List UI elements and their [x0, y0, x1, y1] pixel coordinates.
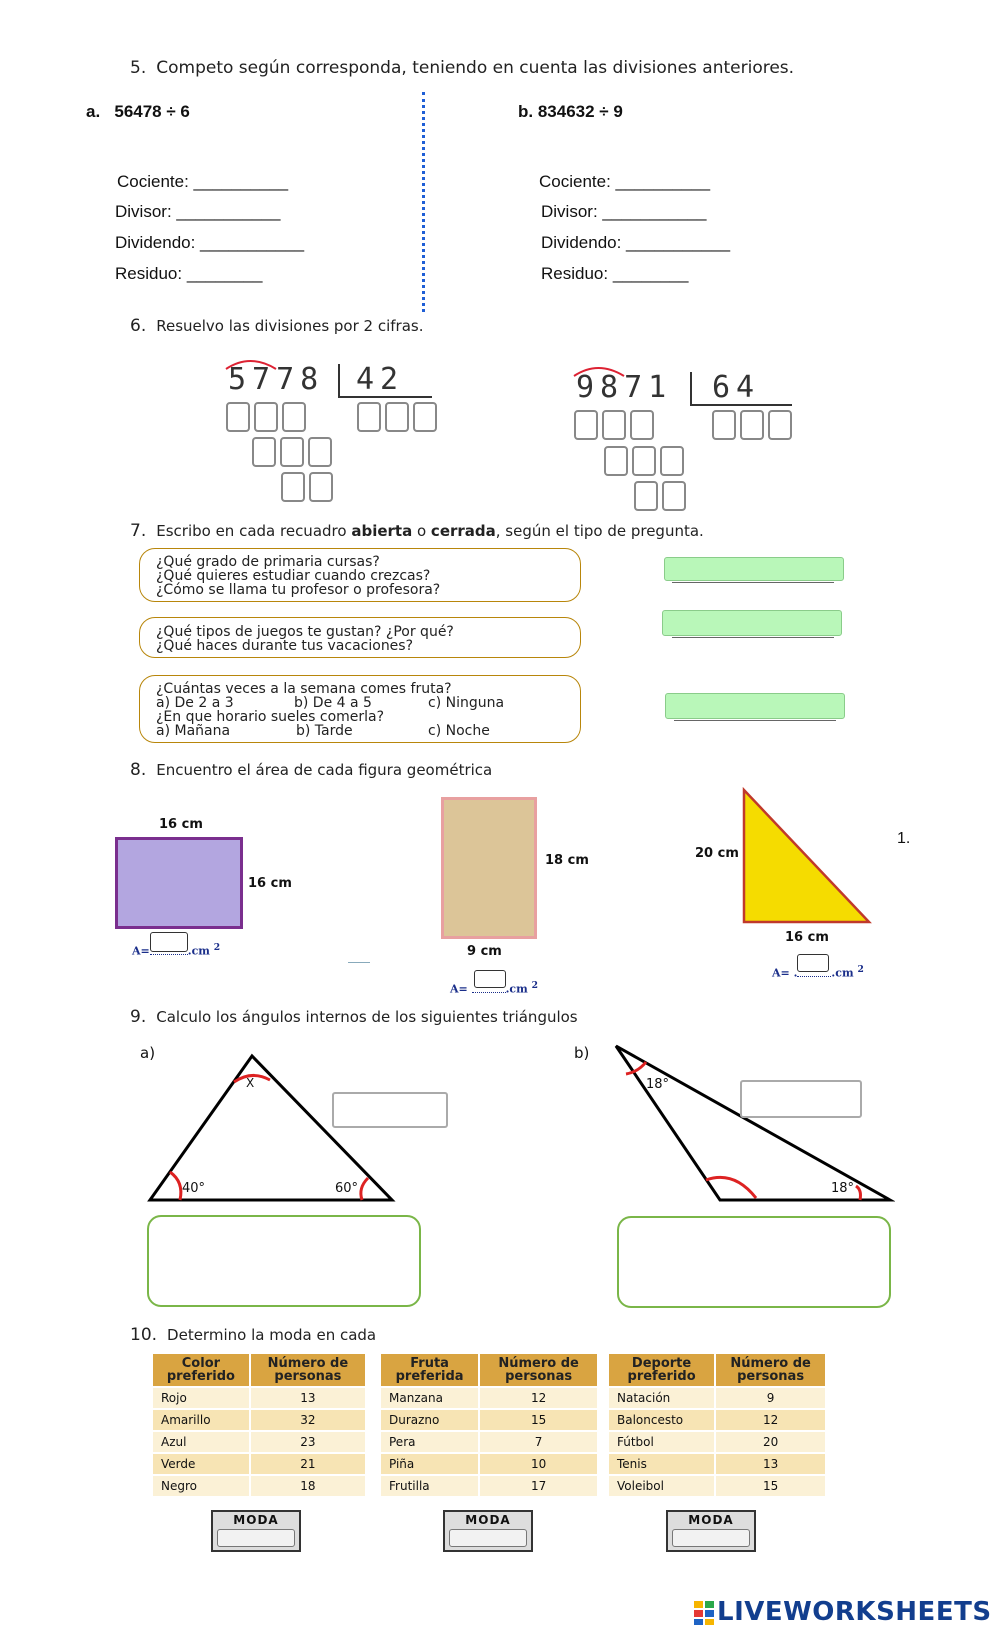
moda-input-2[interactable]: [449, 1529, 527, 1547]
moda-box-2: MODA: [443, 1510, 533, 1552]
table-row: Manzana 12: [381, 1387, 598, 1409]
div1-box[interactable]: [280, 437, 304, 467]
rectangle-side-label: 18 cm: [545, 853, 589, 868]
q5-title: 5. Competo según corresponda, teniendo en cuenta las divisiones anteriores.: [130, 58, 795, 78]
square-side-label: 16 cm: [248, 876, 292, 891]
triangle-bottom-label: 16 cm: [785, 930, 829, 945]
angle-x: X: [246, 1076, 255, 1090]
table-header: Deporte preferido: [609, 1354, 715, 1387]
sport-table: [609, 1354, 827, 1496]
moda-input-1[interactable]: [217, 1529, 295, 1547]
answer-input-2[interactable]: [662, 610, 842, 636]
div1-quotient-box[interactable]: [413, 402, 437, 432]
divider-line: [422, 92, 425, 312]
note-number: 1.: [897, 830, 911, 847]
answer-underline: [672, 637, 834, 638]
square-area: A= .cm $^2$: [132, 942, 221, 958]
q6-title: 6. Resuelvo las divisiones por 2 cifras.: [130, 316, 424, 336]
div2-divisor: 64: [712, 370, 761, 405]
q5a-residuo[interactable]: Residuo: ________: [115, 264, 263, 283]
table-row: Piña 10: [381, 1453, 598, 1475]
div2-box[interactable]: [604, 446, 628, 476]
question-box-2: ¿Qué tipos de juegos te gustan? ¿Por qué? ¿Qué haces durante tus vacaciones?: [139, 617, 581, 658]
answer-input-3[interactable]: [665, 693, 845, 719]
triangle-shape: [740, 786, 875, 926]
q7-title: 7. Escribo en cada recuadro abierta o cerrada, según el tipo de pregunta.: [130, 521, 704, 541]
q5b-dividendo[interactable]: Dividendo: ___________: [541, 233, 731, 252]
table-row: Fútbol 20: [609, 1431, 826, 1453]
answer-input-1[interactable]: [664, 557, 844, 581]
angle-60: 60°: [335, 1181, 359, 1196]
triangle-a: [140, 1050, 400, 1210]
div1-quotient-box[interactable]: [385, 402, 409, 432]
triangle-side-label: 20 cm: [695, 846, 739, 861]
div2-box[interactable]: [574, 410, 598, 440]
rectangle-bottom-label: 9 cm: [467, 944, 502, 959]
div1-box[interactable]: [308, 437, 332, 467]
div2-box[interactable]: [660, 446, 684, 476]
table-row: Azul 23: [153, 1431, 366, 1453]
brand-name: LIVEWORKSHEETS: [717, 1597, 992, 1627]
div2-dividend: 9871: [576, 370, 673, 405]
div2-quotient-box[interactable]: [740, 410, 764, 440]
div1-divisor: 42: [356, 362, 405, 397]
table-row: Verde 21: [153, 1453, 366, 1475]
q5a-cociente[interactable]: Cociente: __________: [117, 172, 289, 191]
div2-quotient-box[interactable]: [712, 410, 736, 440]
table-row: Amarillo 32: [153, 1409, 366, 1431]
q5b-residuo[interactable]: Residuo: ________: [541, 264, 689, 283]
fruit-table: [381, 1354, 599, 1496]
triangle-area: A= . .cm $^2$: [772, 964, 864, 980]
table-row: Voleibol 15: [609, 1475, 826, 1496]
div1-box[interactable]: [309, 472, 333, 502]
answer-underline: [672, 582, 834, 583]
moda-input-3[interactable]: [672, 1529, 750, 1547]
table-header: Fruta preferida: [381, 1354, 479, 1387]
div1-box[interactable]: [226, 402, 250, 432]
div2-box[interactable]: [632, 446, 656, 476]
div1-box[interactable]: [254, 402, 278, 432]
triangle-b-label: b): [574, 1044, 590, 1062]
table-header: Número de personas: [479, 1354, 598, 1387]
decor-dash: [348, 962, 370, 963]
triangle-a-work-area[interactable]: [147, 1215, 421, 1307]
div2-quotient-box[interactable]: [768, 410, 792, 440]
rectangle-area: A= .cm $^2$: [450, 980, 538, 996]
liveworksheets-logo-icon: [693, 1600, 715, 1626]
triangle-b-answer-input[interactable]: [740, 1080, 862, 1118]
q5b-divisor[interactable]: Divisor: ___________: [541, 202, 707, 221]
table-row: Pera 7: [381, 1431, 598, 1453]
square-top-label: 16 cm: [159, 817, 203, 832]
div2-box[interactable]: [634, 481, 658, 511]
angle-40: 40°: [182, 1181, 206, 1196]
triangle-b-work-area[interactable]: [617, 1216, 891, 1308]
div1-dividend: 5778: [228, 362, 325, 397]
angle-b-top: 18°: [646, 1077, 670, 1092]
div1-box[interactable]: [281, 472, 305, 502]
div1-quotient-box[interactable]: [357, 402, 381, 432]
question-box-1: ¿Qué grado de primaria cursas? ¿Qué quieres estudiar cuando crezcas? ¿Cómo se llama tu profesor o profesora?: [139, 548, 581, 602]
options-row-2: a) Mañana b) Tarde c) Noche: [156, 723, 490, 739]
table-row: Baloncesto 12: [609, 1409, 826, 1431]
div2-box[interactable]: [630, 410, 654, 440]
moda-box-3: MODA: [666, 1510, 756, 1552]
div1-box[interactable]: [282, 402, 306, 432]
table-header: Color preferido: [153, 1354, 250, 1387]
angle-b-right: 18°: [831, 1181, 855, 1196]
question-box-3: ¿Cuántas veces a la semana comes fruta? a) De 2 a 3 b) De 4 a 5 c) Ninguna ¿En que horario sueles comerla? a) Mañana b) Tarde c) Noche: [139, 675, 581, 743]
triangle-a-answer-input[interactable]: [332, 1092, 448, 1128]
div1-box[interactable]: [252, 437, 276, 467]
options-row-1: a) De 2 a 3 b) De 4 a 5 c) Ninguna: [156, 695, 505, 711]
moda-box-1: MODA: [211, 1510, 301, 1552]
table-row: Negro 18: [153, 1475, 366, 1496]
table-header: Número de personas: [715, 1354, 826, 1387]
q10-title: 10. Determino la moda en cada: [130, 1325, 377, 1345]
q5a-divisor[interactable]: Divisor: ___________: [115, 202, 281, 221]
table-row: Tenis 13: [609, 1453, 826, 1475]
triangle-area-input[interactable]: [797, 954, 829, 972]
triangle-a-label: a): [140, 1044, 156, 1062]
rectangle-area-input[interactable]: [474, 970, 506, 988]
table-header: Número de personas: [250, 1354, 366, 1387]
div1-bar: [338, 364, 340, 398]
color-table: [153, 1354, 367, 1496]
q9-title: 9. Calculo los ángulos internos de los siguientes triángulos: [130, 1007, 578, 1027]
table-row: Rojo 13: [153, 1387, 366, 1409]
square-shape: [115, 837, 243, 929]
q8-title: 8. Encuentro el área de cada figura geométrica: [130, 760, 493, 780]
q5b-expression: b. 834632 ÷ 9: [518, 102, 623, 121]
q5b-cociente[interactable]: Cociente: __________: [539, 172, 711, 191]
table-row: Durazno 15: [381, 1409, 598, 1431]
table-row: Frutilla 17: [381, 1475, 598, 1496]
q5a-dividendo[interactable]: Dividendo: ___________: [115, 233, 305, 252]
q5a-expression: a. 56478 ÷ 6: [86, 102, 190, 121]
table-row: Natación 9: [609, 1387, 826, 1409]
rectangle-shape: [441, 797, 537, 939]
div2-bar: [690, 372, 692, 406]
answer-underline: [674, 720, 836, 721]
div2-box[interactable]: [602, 410, 626, 440]
div2-box[interactable]: [662, 481, 686, 511]
square-area-input[interactable]: [150, 932, 188, 952]
